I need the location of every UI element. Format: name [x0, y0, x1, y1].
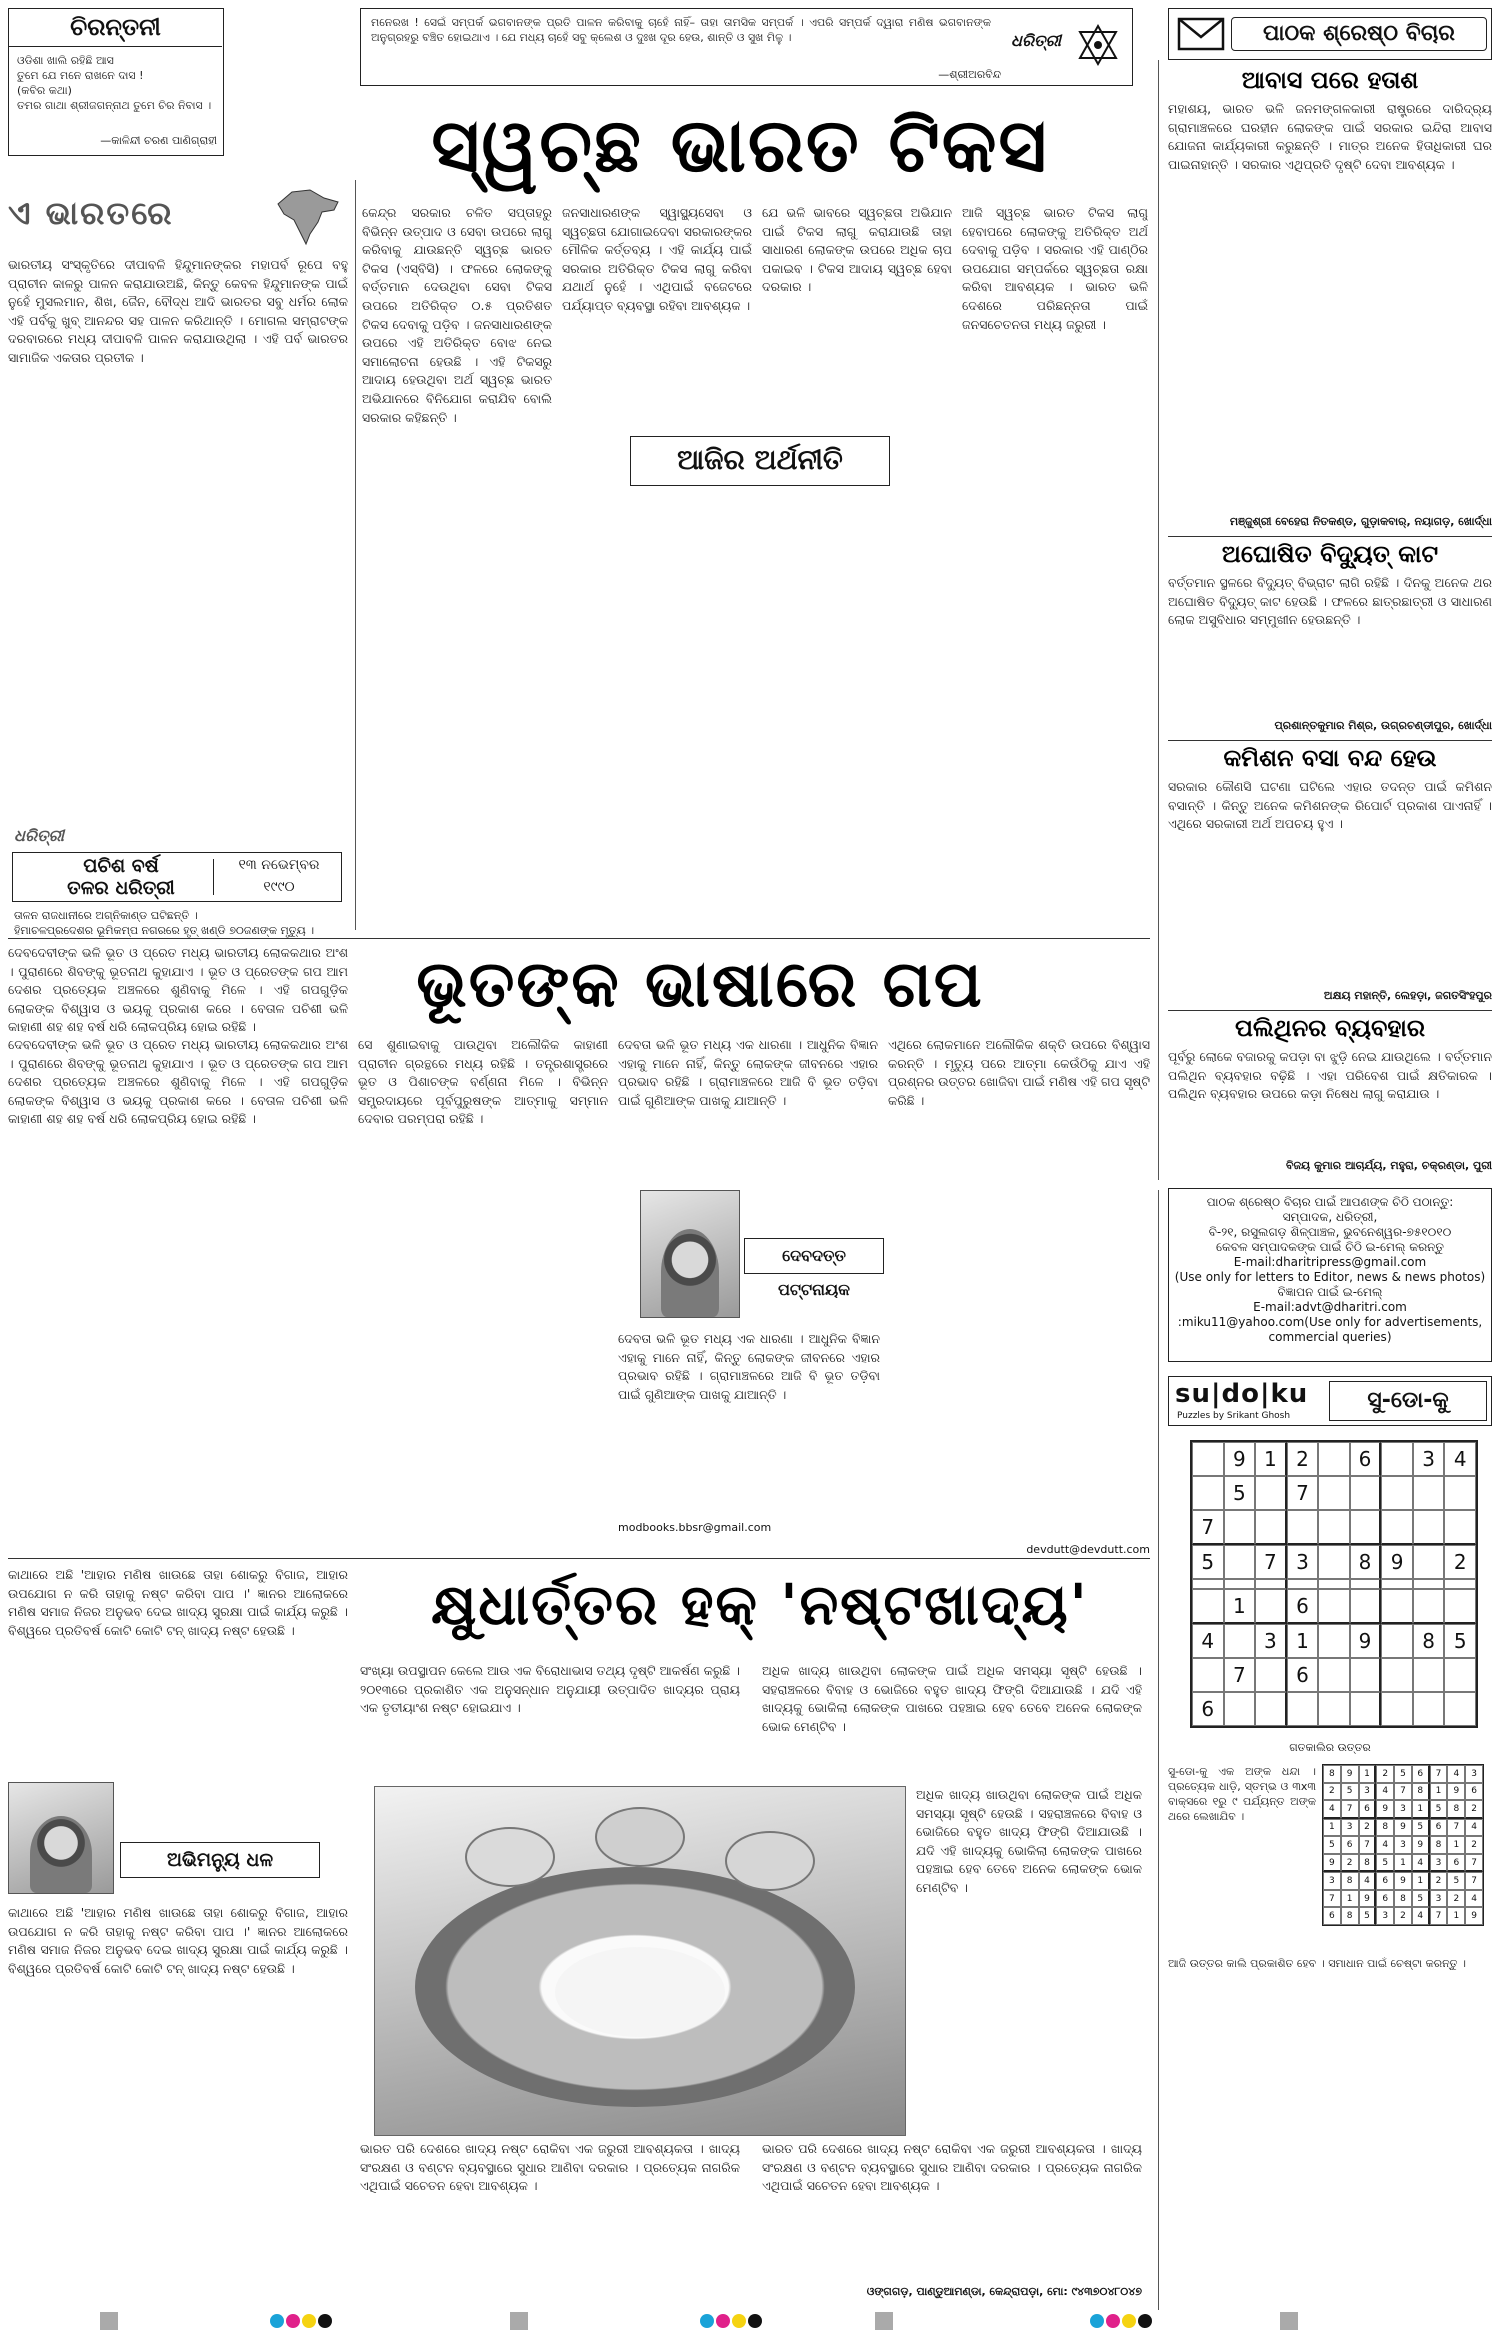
sudoku-cell: 3 [1287, 1545, 1319, 1579]
food-col-2: ସଂଖ୍ୟା ଉପସ୍ଥାପନ କେଲେ ଆଉ ଏକ ବିରୋଧାଭାସ ତଥ୍ୟ ଦୃଷ୍ଟି ଆକର୍ଷଣ କରୁଛି । ୨୦୧୩ରେ ପ୍ରକାଶିତ ଏକ ଅନୁସନ୍ଧାନ ଅନୁଯାୟୀ ଉତ୍ପାଦିତ ଖାଦ୍ୟର ପ୍ରାୟ ଏକ ତୃତୀୟାଂଶ ନଷ୍ଟ ହୋଇଯାଏ । [360, 1663, 740, 1716]
food-col-4: ଭାରତ ପରି ଦେଶରେ ଖାଦ୍ୟ ନଷ୍ଟ ରୋକିବା ଏକ ଜରୁରୀ ଆବଶ୍ୟକତା । ଖାଦ୍ୟ ସଂରକ୍ଷଣ ଓ ବଣ୍ଟନ ବ୍ୟବସ୍ଥାରେ ସୁଧାର ଆଣିବା ଦରକାର । ପ୍ରତ୍ୟେକ ନାଗରିକ ଏଥିପାଇଁ ସଚେତନ ହେବା ଆବଶ୍ୟକ । [360, 2141, 740, 2194]
cyan-registration-dot [1090, 2314, 1104, 2328]
sudoku-cell [1192, 1579, 1224, 1589]
sudoku-answer-cell: 7 [1323, 1890, 1341, 1908]
sudoku-cell [1318, 1589, 1350, 1624]
years-box [12, 852, 342, 902]
sudoku-cell [1444, 1589, 1476, 1624]
sudoku-answer-cell: 2 [1465, 1800, 1483, 1819]
sudoku-cell: 7 [1287, 1476, 1319, 1510]
letter-title-3: କମିଶନ ବସା ବନ୍ଦ ହେଉ [1223, 744, 1437, 772]
sudoku-cell: 5 [1192, 1545, 1224, 1579]
magenta-registration-dot [286, 2314, 300, 2328]
sudoku-cell: 8 [1350, 1545, 1382, 1579]
sudoku-answer-cell: 6 [1465, 1783, 1483, 1801]
sudoku-answer-cell: 4 [1465, 1890, 1483, 1908]
sudoku-cell [1444, 1476, 1476, 1510]
sudoku-cell: 4 [1192, 1624, 1224, 1658]
sudoku-cell [1413, 1589, 1445, 1624]
registration-mark-gray-3 [875, 2312, 893, 2330]
sudoku-cell: 6 [1287, 1658, 1319, 1692]
sudoku-cell [1224, 1545, 1256, 1579]
sudoku-answer-cell: 5 [1412, 1819, 1430, 1837]
sudoku-answer-grid [1322, 1764, 1484, 1926]
sudoku-answer-cell: 9 [1376, 1800, 1394, 1819]
star-emblem-icon [1076, 23, 1120, 67]
sudoku-answer-cell: 7 [1430, 1907, 1448, 1925]
sudoku-cell [1381, 1624, 1413, 1658]
sudoku-grid [1190, 1440, 1478, 1728]
sudoku-footer: ଆଜି ଉତ୍ତର କାଲି ପ୍ରକାଶିତ ହେବ । ସମାଧାନ ପାଇଁ ଚେଷ୍ଟା କରନ୍ତୁ । [1168, 1957, 1466, 1970]
sudoku-answer-cell: 2 [1341, 1854, 1359, 1873]
sudoku-answer-cell: 9 [1394, 1819, 1412, 1837]
years-item-2: ହିମାଚଳପ୍ରଦେଶର ଭୂମିକମ୍ପ ନଗରରେ ହୃତ୍ ଖଣ୍ଡି ୭୦ଜଣଙ୍କ ମୃତ୍ୟୁ । [14, 924, 315, 937]
food-col-1: କାଥାରେ ଅଛି 'ଆହାର ମଣିଷ ଖାଉଛେ ତାହା ଶୋକରୁ ବିଗାଜ, ଆହାର ଉପଯୋଗ ନ କରି ତାହାକୁ ନଷ୍ଟ କରିବା ପାପ ।' ଜ୍ଞାନର ଆଲୋକରେ ମଣିଷ ସମାଜ ନିଜର ଅନୁଭବ ଦେଇ ଖାଦ୍ୟ ସୁରକ୍ଷା ପାଇଁ କାର୍ଯ୍ୟ କରୁଛି । ବିଶ୍ୱରେ ପ୍ରତିବର୍ଷ କୋଟି କୋଟି ଟନ୍ ଖାଦ୍ୟ ନଷ୍ଟ ହେଉଛି । [8, 1567, 348, 1638]
sudoku-answer-cell: 1 [1412, 1872, 1430, 1890]
contact-line-1: ପାଠକ ଶ୍ରେଷ୍ଠ ବିଚାର ପାଇଁ ଆପଣଙ୍କ ଚିଠି ପଠାନ୍ତୁ: [1206, 1195, 1454, 1209]
sudoku-cell [1318, 1692, 1350, 1726]
letter-title-2: ଅଘୋଷିତ ବିଦ୍ୟୁତ୍ କାଟ [1221, 540, 1439, 568]
sudoku-answer-cell: 3 [1341, 1819, 1359, 1837]
sudoku-answer-cell: 7 [1394, 1783, 1412, 1801]
sudoku-cell [1413, 1658, 1445, 1692]
sudoku-answer-cell: 1 [1359, 1765, 1377, 1783]
sudoku-cell [1224, 1579, 1256, 1589]
contact-email-1[interactable]: E-mail:dharitripress@gmail.com [1233, 1255, 1427, 1269]
sudoku-cell [1444, 1510, 1476, 1545]
ghost-col-2: ସେ ଶୁଣାଇବାକୁ ପାଉଥିବା ଅଲୌକିକ କାହାଣୀ ପ୍ରାଚୀନ ଗ୍ରନ୍ଥରେ ମଧ୍ୟ ରହିଛି । ତନ୍ତ୍ରଶାସ୍ତ୍ରରେ ଭୂତ ଓ ପିଶାଚଙ୍କ ବର୍ଣ୍ଣନା ମିଳେ । ବିଭିନ୍ନ ସମ୍ପ୍ରଦାୟରେ ପୂର୍ବପୁରୁଷଙ୍କ ଆତ୍ମାକୁ ସମ୍ମାନ ଦେବାର ପରମ୍ପରା ରହିଛି । [358, 1037, 608, 1127]
author-photo-devdutt [640, 1190, 740, 1318]
sudoku-cell [1255, 1579, 1287, 1589]
ghost-col-3: ଦେବତା ଭଳି ଭୂତ ମଧ୍ୟ ଏକ ଧାରଣା । ଆଧୁନିକ ବିଜ୍ଞାନ ଏହାକୁ ମାନେ ନାହିଁ, କିନ୍ତୁ ଲୋକଙ୍କ ଜୀବନରେ ଏହାର ପ୍ରଭାବ ରହିଛି । ଗ୍ରାମାଞ୍ଚଳରେ ଆଜି ବି ଭୂତ ତଡ଼ିବା ପାଇଁ ଗୁଣିଆଙ୍କ ପାଖକୁ ଯାଆନ୍ତି । [618, 1037, 878, 1108]
sudoku-answer-cell: 7 [1359, 1836, 1377, 1854]
yellow-registration-dot [302, 2314, 316, 2328]
sudoku-answer-cell: 8 [1430, 1836, 1448, 1854]
chirantani-verse: ଓଡିଶା ଖାଲି ରହିଛି ଆସ ତୁମେ ଯେ ମନେ ରାଖନେ ଦାସ ! (କବିର କଥା) ତମର ଗାଥା ଶ୍ରୀଜଗନ୍ନାଥ ତୁମେ ଚିର ନିବାସ । [17, 54, 212, 112]
sudoku-cell [1413, 1692, 1445, 1726]
sudoku-answer-cell: 5 [1430, 1800, 1448, 1819]
sudoku-answer-cell: 7 [1341, 1800, 1359, 1819]
sudoku-answer-cell: 9 [1465, 1907, 1483, 1925]
ebharat-header [8, 188, 348, 246]
sudoku-cell [1381, 1658, 1413, 1692]
yellow-registration-dot [732, 2314, 746, 2328]
sudoku-cell [1350, 1510, 1382, 1545]
sudoku-cell [1318, 1579, 1350, 1589]
letter-text-3: ସରକାର କୌଣସି ଘଟଣା ଘଟିଲେ ଏହାର ତଦନ୍ତ ପାଇଁ କମିଶନ ବସାନ୍ତି । କିନ୍ତୁ ଅନେକ କମିଶନଙ୍କ ରିପୋର୍ଟ ପ୍ରକାଶ ପାଏନାହିଁ । ଏଥିରେ ସରକାରୀ ଅର୍ଥ ଅପଚୟ ହୁଏ । [1168, 779, 1492, 832]
sudoku-answer-cell: 9 [1323, 1854, 1341, 1873]
contact-note-1: (Use only for letters to Editor, news & news photos) [1174, 1270, 1486, 1284]
sudoku-answer-cell: 7 [1447, 1819, 1465, 1837]
author-photo-abhimanyu [8, 1782, 114, 1894]
sudoku-cell [1444, 1579, 1476, 1589]
editorial-col-4: ଆଜି ସ୍ୱଚ୍ଛ ଭାରତ ଟିକସ ଲାଗୁ ହେବାପରେ ଲୋକଙ୍କୁ ଅତିରିକ୍ତ ଅର୍ଥ ଦେବାକୁ ପଡ଼ିବ । ସରକାର ଏହି ପାଣ୍ଠିର ଉପଯୋଗ ସମ୍ପର୍କରେ ସ୍ୱଚ୍ଛତା ରକ୍ଷା କରିବା ଆବଶ୍ୟକ । ଭାରତ ଭଳି ଦେଶରେ ପରିଛନ୍ନତା ପାଇଁ ଜନସଚେତନତା ମଧ୍ୟ ଜରୁରୀ । [962, 205, 1148, 332]
food-photo [374, 1786, 906, 2136]
sudoku-cell [1350, 1476, 1382, 1510]
sudoku-cell [1381, 1476, 1413, 1510]
sudoku-cell: 2 [1444, 1545, 1476, 1579]
black-registration-dot [1138, 2314, 1152, 2328]
sudoku-cell [1192, 1658, 1224, 1692]
sudoku-cell [1287, 1692, 1319, 1726]
contact-line-4: କେବଳ ସମ୍ପାଦକଙ୍କ ପାଇଁ ଚିଠି ଇ-ମେଲ୍ କରନ୍ତୁ [1215, 1240, 1444, 1254]
sudoku-answer-cell: 7 [1465, 1872, 1483, 1890]
sudoku-cell: 3 [1413, 1442, 1445, 1476]
sudoku-logo: su|do|ku [1175, 1379, 1309, 1409]
sudoku-answer-cell: 2 [1359, 1819, 1377, 1837]
cyan-registration-dot [700, 2314, 714, 2328]
sudoku-cell [1318, 1658, 1350, 1692]
sudoku-answer-cell: 2 [1430, 1872, 1448, 1890]
sudoku-answer-cell: 4 [1376, 1783, 1394, 1801]
reader-opinion-title: ପାଠକ ଶ୍ରେଷ୍ଠ ବିଚାର [1231, 17, 1487, 51]
quote-text: ମନେରଖ ! ସେଇଁ ସମ୍ପର୍କ ଭଗବାନଙ୍କ ପ୍ରତି ପାଳନ କରିବାକୁ ଚାହେଁ ନାହିଁ– ତାହା ତାମସିକ ସମ୍ପର୍କ । ଏପରି ସମ୍ପର୍କ ଦ୍ୱାରା ମଣିଷ ଭଗବାନଙ୍କ ଅନୁଗ୍ରହରୁ ବଞ୍ଚିତ ହୋଇଥାଏ । ଯେ ମଧ୍ୟ ଚାହେଁ ସବୁ କ୍ଲେଶ ଓ ଦୁଃଖ ଦୂର ହେଉ, ଶାନ୍ତି ଓ ସୁଖ ମିଳୁ । [371, 16, 991, 44]
food-col-3: ଅଧିକ ଖାଦ୍ୟ ଖାଉଥିବା ଲୋକଙ୍କ ପାଇଁ ଅଧିକ ସମସ୍ୟା ସୃଷ୍ଟି ହେଉଛି । ସହରାଞ୍ଚଳରେ ବିବାହ ଓ ଭୋଜିରେ ବହୁତ ଖାଦ୍ୟ ଫିଙ୍ଗି ଦିଆଯାଉଛି । ଯଦି ଏହି ଖାଦ୍ୟକୁ ଭୋକିଲା ଲୋକଙ୍କ ପାଖରେ ପହଞ୍ଚାଇ ହେବ ତେବେ ଅନେକ ଲୋକଙ୍କ ଭୋକ ମେଣ୍ଟିବ । [762, 1663, 1142, 1734]
sudoku-answer-cell: 8 [1341, 1907, 1359, 1925]
sudoku-cell [1444, 1692, 1476, 1726]
sudoku-answer-cell: 3 [1323, 1872, 1341, 1890]
letter-sign-3: ଅକ୍ଷୟ ମହାନ୍ତି, ଲେହଡ଼ା, ଜଗତସିଂହପୁର [1323, 989, 1492, 1002]
sudoku-answer-cell: 1 [1341, 1890, 1359, 1908]
sudoku-answer-cell: 2 [1394, 1907, 1412, 1925]
sudoku-answer-cell: 1 [1323, 1819, 1341, 1837]
editorial-headline: ସ୍ୱଚ୍ଛ ଭାରତ ଟିକସ [431, 103, 1049, 189]
sudoku-cell: 9 [1224, 1442, 1256, 1476]
yellow-registration-dot [1122, 2314, 1136, 2328]
contact-box [1168, 1188, 1492, 1362]
registration-mark-gray-1 [100, 2312, 118, 2330]
envelope-icon [1177, 17, 1225, 51]
sudoku-cell [1224, 1510, 1256, 1545]
ghost-col-3b: ଦେବତା ଭଳି ଭୂତ ମଧ୍ୟ ଏକ ଧାରଣା । ଆଧୁନିକ ବିଜ୍ଞାନ ଏହାକୁ ମାନେ ନାହିଁ, କିନ୍ତୁ ଲୋକଙ୍କ ଜୀବନରେ ଏହାର ପ୍ରଭାବ ରହିଛି । ଗ୍ରାମାଞ୍ଚଳରେ ଆଜି ବି ଭୂତ ତଡ଼ିବା ପାଇଁ ଗୁଣିଆଙ୍କ ପାଖକୁ ଯାଆନ୍ତି । [618, 1331, 880, 1402]
sudoku-cell: 3 [1255, 1624, 1287, 1658]
sudoku-cell [1413, 1545, 1445, 1579]
letter-text-1: ମହାଶୟ, ଭାରତ ଭଳି ଜନମଙ୍ଗଳକାରୀ ରାଷ୍ଟ୍ରରେ ଦାରିଦ୍ର୍ୟ ଗ୍ରାମାଞ୍ଚଳରେ ଘରହୀନ ଲୋକଙ୍କ ପାଇଁ ସରକାର ଇନ୍ଦିରା ଆବାସ ଯୋଜନା କାର୍ଯ୍ୟକାରୀ କରୁଛନ୍ତି । ମାତ୍ର ଅନେକ ହିତାଧିକାରୀ ଘର ପାଇନାହାନ୍ତି । ସରକାର ଏଥିପ୍ରତି ଦୃଷ୍ଟି ଦେବା ଆବଶ୍ୟକ । [1168, 101, 1492, 172]
food-col-1b: କାଥାରେ ଅଛି 'ଆହାର ମଣିଷ ଖାଉଛେ ତାହା ଶୋକରୁ ବିଗାଜ, ଆହାର ଉପଯୋଗ ନ କରି ତାହାକୁ ନଷ୍ଟ କରିବା ପାପ ।' ଜ୍ଞାନର ଆଲୋକରେ ମଣିଷ ସମାଜ ନିଜର ଅନୁଭବ ଦେଇ ଖାଦ୍ୟ ସୁରକ୍ଷା ପାଇଁ କାର୍ଯ୍ୟ କରୁଛି । ବିଶ୍ୱରେ ପ୍ରତିବର୍ଷ କୋଟି କୋଟି ଟନ୍ ଖାଦ୍ୟ ନଷ୍ଟ ହେଉଛି । [8, 1905, 348, 1976]
magenta-registration-dot [716, 2314, 730, 2328]
sudoku-cell [1255, 1476, 1287, 1510]
sudoku-cell: 1 [1224, 1589, 1256, 1624]
sudoku-cell [1444, 1658, 1476, 1692]
quote-author: —ଶ୍ରୀଅରବିନ୍ଦ [938, 68, 1001, 81]
sudoku-cell: 7 [1255, 1545, 1287, 1579]
sudoku-cell [1255, 1589, 1287, 1624]
registration-mark-gray-2 [510, 2312, 528, 2330]
sudoku-rules: ସୁ-ଡୋ-କୁ ଏକ ଅଙ୍କ ଧନ୍ଦା । ପ୍ରତ୍ୟେକ ଧାଡ଼ି, ସ୍ତମ୍ଭ ଓ ୩x୩ ବାକ୍ସରେ ୧ରୁ ୯ ପର୍ଯ୍ୟନ୍ତ ଅଙ୍କ ଥରେ ଲେଖାଯିବ । [1168, 1765, 1316, 1823]
sudoku-answer-cell: 9 [1412, 1836, 1430, 1854]
sudoku-answer-cell: 8 [1447, 1800, 1465, 1819]
sudoku-cell: 5 [1224, 1476, 1256, 1510]
india-map-icon [272, 188, 344, 246]
sudoku-sub: Puzzles by Srikant Ghosh [1177, 1411, 1291, 1421]
years-date: ୧୩ ନଭେମ୍ବର [238, 857, 320, 873]
letter-sign-4: ବିଜୟ କୁମାର ଆଚାର୍ଯ୍ୟ, ମହୁରା, ଚକ୍ରଣ୍ଡା, ପୁରୀ [1285, 1159, 1492, 1172]
sudoku-cell: 7 [1224, 1658, 1256, 1692]
sudoku-answer-cell: 1 [1412, 1800, 1430, 1819]
sudoku-answer-cell: 5 [1323, 1836, 1341, 1854]
sudoku-cell [1318, 1545, 1350, 1579]
chirantani-author: —କାଳିନ୍ଦୀ ଚରଣ ପାଣିଗ୍ରାହୀ [100, 134, 217, 147]
sudoku-answer-cell: 1 [1447, 1836, 1465, 1854]
sudoku-cell [1255, 1658, 1287, 1692]
sudoku-answer-cell: 6 [1376, 1890, 1394, 1908]
sudoku-cell: 6 [1287, 1589, 1319, 1624]
editorial-inset-box: ଆଜିର ଅର୍ଥନୀତି [630, 436, 890, 486]
sudoku-cell: 7 [1192, 1510, 1224, 1545]
letter-sign-2: ପ୍ରଶାନ୍ତକୁମାର ମିଶ୍ର, ଉଗ୍ରଚଣ୍ଡୀପୁର, ଖୋର୍ଦ୍ଧା [1274, 719, 1492, 732]
sudoku-answer-cell: 6 [1447, 1854, 1465, 1873]
sudoku-cell: 9 [1381, 1545, 1413, 1579]
sudoku-cell [1318, 1442, 1350, 1476]
black-registration-dot [748, 2314, 762, 2328]
sudoku-cell [1287, 1510, 1319, 1545]
ghost-col-4: ଏଥିରେ ଲୋକମାନେ ଅଲୌକିକ ଶକ୍ତି ଉପରେ ବିଶ୍ୱାସ କରନ୍ତି । ମୃତ୍ୟୁ ପରେ ଆତ୍ମା କେଉଁଠିକୁ ଯାଏ ଏହି ପ୍ରଶ୍ନର ଉତ୍ତର ଖୋଜିବା ପାଇଁ ମଣିଷ ଏହି ଗପ ସୃଷ୍ଟି କରିଛି । [888, 1037, 1150, 1108]
quote-box [360, 8, 1133, 86]
sudoku-answer-cell: 4 [1412, 1907, 1430, 1925]
sudoku-answer-cell: 6 [1323, 1907, 1341, 1925]
ghost-col-1b: ଦେବଦେବୀଙ୍କ ଭଳି ଭୂତ ଓ ପ୍ରେତ ମଧ୍ୟ ଭାରତୀୟ ଲୋକକଥାର ଅଂଶ । ପୁରାଣରେ ଶିବଙ୍କୁ ଭୂତନାଥ କୁହାଯାଏ । ଭୂତ ଓ ପ୍ରେତଙ୍କ ଗପ ଆମ ଦେଶର ପ୍ରତ୍ୟେକ ଅଞ୍ଚଳରେ ଶୁଣିବାକୁ ମିଳେ । ଏହି ଗପଗୁଡ଼ିକ ଲୋକଙ୍କ ବିଶ୍ୱାସ ଓ ଭୟକୁ ପ୍ରକାଶ କରେ । ବେତାଳ ପଚିଶୀ ଭଳି କାହାଣୀ ଶହ ଶହ ବର୍ଷ ଧରି ଲୋକପ୍ରିୟ ହୋଇ ରହିଛି । [8, 1037, 348, 1127]
sudoku-cell [1350, 1692, 1382, 1726]
sudoku-cell [1255, 1692, 1287, 1726]
sudoku-cell [1350, 1658, 1382, 1692]
sudoku-odia-title: ସୁ-ଡୋ-କୁ [1329, 1381, 1487, 1421]
dharitri-logo: ଧରିତ୍ରୀ [1011, 31, 1061, 50]
sudoku-answer-cell: 5 [1447, 1872, 1465, 1890]
black-registration-dot [318, 2314, 332, 2328]
sudoku-cell [1381, 1692, 1413, 1726]
sudoku-cell [1318, 1476, 1350, 1510]
years-year: ୧୯୯୦ [263, 879, 295, 895]
dharitri-25-years [8, 826, 348, 936]
sudoku-answer-cell: 5 [1394, 1765, 1412, 1783]
sudoku-cell: 1 [1255, 1442, 1287, 1476]
ghost-col-1: ଦେବଦେବୀଙ୍କ ଭଳି ଭୂତ ଓ ପ୍ରେତ ମଧ୍ୟ ଭାରତୀୟ ଲୋକକଥାର ଅଂଶ । ପୁରାଣରେ ଶିବଙ୍କୁ ଭୂତନାଥ କୁହାଯାଏ । ଭୂତ ଓ ପ୍ରେତଙ୍କ ଗପ ଆମ ଦେଶର ପ୍ରତ୍ୟେକ ଅଞ୍ଚଳରେ ଶୁଣିବାକୁ ମିଳେ । ଏହି ଗପଗୁଡ଼ିକ ଲୋକଙ୍କ ବିଶ୍ୱାସ ଓ ଭୟକୁ ପ୍ରକାଶ କରେ । ବେତାଳ ପଚିଶୀ ଭଳି କାହାଣୀ ଶହ ଶହ ବର୍ଷ ଧରି ଲୋକପ୍ରିୟ ହୋଇ ରହିଛି । [8, 945, 348, 1035]
sudoku-answer-cell: 7 [1430, 1765, 1448, 1783]
sudoku-answer-cell: 2 [1465, 1836, 1483, 1854]
letter-text-4: ପୂର୍ବରୁ ଲୋକେ ବଜାରକୁ କପଡ଼ା ବା ଝୁଡ଼ି ନେଇ ଯାଉଥିଲେ । ବର୍ତ୍ତମାନ ପଲିଥିନ ବ୍ୟବହାର ବଢ଼ିଛି । ଏହା ପରିବେଶ ପାଇଁ କ୍ଷତିକାରକ । ପଲିଥିନ ବ୍ୟବହାର ଉପରେ କଡ଼ା ନିଷେଧ ଲାଗୁ କରାଯାଉ । [1168, 1049, 1492, 1102]
sudoku-answer-cell: 6 [1341, 1836, 1359, 1854]
sudoku-answer-cell: 5 [1359, 1907, 1377, 1925]
sudoku-answer-cell: 2 [1447, 1890, 1465, 1908]
sudoku-answer-cell: 4 [1412, 1854, 1430, 1873]
sudoku-cell: 9 [1350, 1624, 1382, 1658]
sudoku-answer-cell: 8 [1376, 1819, 1394, 1837]
sudoku-answer-cell: 8 [1412, 1783, 1430, 1801]
sudoku-answer-cell: 8 [1394, 1890, 1412, 1908]
sudoku-answer-cell: 5 [1341, 1783, 1359, 1801]
ghost-headline: ଭୂତଙ୍କ ଭାଷାରେ ଗପ [416, 948, 984, 1022]
sudoku-cell [1318, 1510, 1350, 1545]
sudoku-cell [1287, 1579, 1319, 1589]
reader-opinion-header [1168, 8, 1492, 60]
sudoku-cell [1381, 1579, 1413, 1589]
sudoku-answer-cell: 3 [1430, 1854, 1448, 1873]
food-address: ଓଙ୍ଗଗଡ଼, ପାଣ୍ଡୁଆମଣ୍ଡା, କେନ୍ଦ୍ରାପଡ଼ା, ମୋ: ୯୪୩୭୦୪୮୦୪୭ [866, 2285, 1142, 2298]
sudoku-answer-cell: 3 [1394, 1836, 1412, 1854]
ghost-email-1: devdutt@devdutt.com [1026, 1543, 1150, 1556]
years-label-1: ପଚିଶ ବର୍ଷ [83, 855, 159, 877]
chirantani-title: ଚିରନ୍ତନୀ [9, 9, 222, 47]
sudoku-cell: 4 [1444, 1442, 1476, 1476]
registration-mark-gray-4 [1280, 2312, 1298, 2330]
editorial-col-2: ଜନସାଧାରଣଙ୍କ ସ୍ୱାସ୍ଥ୍ୟସେବା ଓ ସ୍ୱଚ୍ଛତା ଯୋଗାଇଦେବା ସରକାରଙ୍କର ମୌଳିକ କର୍ତ୍ତବ୍ୟ । ଏହି କାର୍ଯ୍ୟ ପାଇଁ ସରକାର ଅତିରିକ୍ତ ଟିକସ ଲାଗୁ କରିବା ଯଥାର୍ଥ ନୁହେଁ । ଏଥିପାଇଁ ବଜେଟରେ ପର୍ଯ୍ୟାପ୍ତ ବ୍ୟବସ୍ଥା ରହିବା ଆବଶ୍ୟକ । [562, 205, 752, 313]
sudoku-answer-cell: 9 [1341, 1765, 1359, 1783]
sudoku-cell [1350, 1589, 1382, 1624]
sudoku-answer-cell: 5 [1376, 1854, 1394, 1873]
years-label-2: ତଳର ଧରିତ୍ରୀ [67, 877, 175, 899]
food-headline: କ୍ଷୁଧାର୍ତ୍ତର ହକ୍ 'ନଷ୍ଟଖାଦ୍ୟ' [431, 1573, 1089, 1638]
sudoku-answer-cell: 8 [1323, 1765, 1341, 1783]
sudoku-cell [1413, 1476, 1445, 1510]
years-item-1: ତାଳନ ରାଜଧାନୀରେ ଅଗ୍ନିକାଣ୍ଡ ଘଟିଛନ୍ତି । [14, 909, 198, 922]
sudoku-answer-cell: 2 [1323, 1783, 1341, 1801]
sudoku-answer-cell: 6 [1359, 1800, 1377, 1819]
sudoku-cell [1318, 1624, 1350, 1658]
sudoku-cell [1350, 1579, 1382, 1589]
sudoku-answer-cell: 6 [1376, 1872, 1394, 1890]
sudoku-answer-cell: 1 [1430, 1783, 1448, 1801]
letter-text-2: ବର୍ତ୍ତମାନ ସ୍ଥଳରେ ବିଦ୍ୟୁତ୍ ବିଭ୍ରାଟ ଲାଗି ରହିଛି । ଦିନକୁ ଅନେକ ଥର ଅଘୋଷିତ ବିଦ୍ୟୁତ୍ କାଟ ହେଉଛି । ଫଳରେ ଛାତ୍ରଛାତ୍ରୀ ଓ ସାଧାରଣ ଲୋକ ଅସୁବିଧାର ସମ୍ମୁଖୀନ ହେଉଛନ୍ତି । [1168, 575, 1492, 628]
sudoku-answer-cell: 4 [1376, 1836, 1394, 1854]
sudoku-answer-cell: 5 [1412, 1890, 1430, 1908]
sudoku-answer-cell: 2 [1376, 1765, 1394, 1783]
sudoku-answer-cell: 3 [1430, 1890, 1448, 1908]
cyan-registration-dot [270, 2314, 284, 2328]
sudoku-answer-cell: 6 [1430, 1819, 1448, 1837]
sudoku-cell [1192, 1442, 1224, 1476]
letter-title-4: ପଲିଥିନର ବ୍ୟବହାର [1234, 1014, 1426, 1042]
letter-title-1: ଆବାସ ପରେ ହତାଶ [1241, 66, 1419, 94]
sudoku-cell: 8 [1413, 1624, 1445, 1658]
contact-line-5: ବିଜ୍ଞାପନ ପାଇଁ ଇ-ମେଲ୍ [1277, 1285, 1383, 1299]
sudoku-cell [1381, 1589, 1413, 1624]
sudoku-answer-cell: 4 [1359, 1872, 1377, 1890]
sudoku-cell [1413, 1579, 1445, 1589]
sudoku-answer-cell: 4 [1465, 1819, 1483, 1837]
sudoku-answer-cell: 4 [1323, 1800, 1341, 1819]
magenta-registration-dot [1106, 2314, 1120, 2328]
sudoku-answer-cell: 8 [1341, 1872, 1359, 1890]
sudoku-answer-cell: 8 [1359, 1854, 1377, 1873]
sudoku-answer-cell: 9 [1447, 1783, 1465, 1801]
dharitri-script-logo: ଧରିତ୍ରୀ [14, 826, 64, 845]
sudoku-cell [1255, 1510, 1287, 1545]
sudoku-cell: 6 [1192, 1692, 1224, 1726]
sudoku-answer-cell: 1 [1394, 1854, 1412, 1873]
contact-email-2[interactable]: E-mail:advt@dharitri.com [1253, 1300, 1407, 1314]
sudoku-cell: 2 [1287, 1442, 1319, 1476]
sudoku-answer-cell: 3 [1359, 1783, 1377, 1801]
editorial-col-3: ଯେ ଭଳି ଭାବରେ ସ୍ୱଚ୍ଛତା ଅଭିଯାନ ପାଇଁ ଟିକସ ଲାଗୁ କରାଯାଉଛି ତାହା ସାଧାରଣ ଲୋକଙ୍କ ଉପରେ ଅଧିକ ଚାପ ପକାଇବ । ଟିକସ ଆଦାୟ ସ୍ୱଚ୍ଛ ହେବା ଦରକାର । [762, 205, 952, 295]
sudoku-cell: 1 [1287, 1624, 1319, 1658]
sudoku-answer-cell: 6 [1412, 1765, 1430, 1783]
sudoku-cell: 5 [1444, 1624, 1476, 1658]
sudoku-cell [1192, 1589, 1224, 1624]
sudoku-answer-cell: 1 [1447, 1907, 1465, 1925]
ebharat-title: ଏ ଭାରତରେ [8, 194, 174, 232]
sudoku-answer-cell: 3 [1465, 1765, 1483, 1783]
ebharat-text [8, 256, 348, 834]
contact-email-3[interactable]: :miku11@yahoo.com(Use only for advertisements, commercial queries) [1177, 1315, 1483, 1344]
sudoku-cell: 6 [1350, 1442, 1382, 1476]
sudoku-cell [1192, 1476, 1224, 1510]
contact-line-2: ସମ୍ପାଦକ, ଧରିତ୍ରୀ, [1282, 1210, 1378, 1224]
sudoku-header [1168, 1376, 1492, 1426]
food-col-3b: ଅଧିକ ଖାଦ୍ୟ ଖାଉଥିବା ଲୋକଙ୍କ ପାଇଁ ଅଧିକ ସମସ୍ୟା ସୃଷ୍ଟି ହେଉଛି । ସହରାଞ୍ଚଳରେ ବିବାହ ଓ ଭୋଜିରେ ବହୁତ ଖାଦ୍ୟ ଫିଙ୍ଗି ଦିଆଯାଉଛି । ଯଦି ଏହି ଖାଦ୍ୟକୁ ଭୋକିଲା ଲୋକଙ୍କ ପାଖରେ ପହଞ୍ଚାଇ ହେବ ତେବେ ଅନେକ ଲୋକଙ୍କ ଭୋକ ମେଣ୍ଟିବ । [916, 1787, 1142, 1895]
sudoku-answer-cell: 3 [1376, 1907, 1394, 1925]
sudoku-answer-cell: 4 [1447, 1765, 1465, 1783]
sudoku-caption: ଗତକାଲିର ଉତ୍ତର [1289, 1741, 1371, 1754]
food-col-4b: ଭାରତ ପରି ଦେଶରେ ଖାଦ୍ୟ ନଷ୍ଟ ରୋକିବା ଏକ ଜରୁରୀ ଆବଶ୍ୟକତା । ଖାଦ୍ୟ ସଂରକ୍ଷଣ ଓ ବଣ୍ଟନ ବ୍ୟବସ୍ଥାରେ ସୁଧାର ଆଣିବା ଦରକାର । ପ୍ରତ୍ୟେକ ନାଗରିକ ଏଥିପାଇଁ ସଚେତନ ହେବା ଆବଶ୍ୟକ । [762, 2141, 1142, 2194]
sudoku-answer-cell: 9 [1394, 1872, 1412, 1890]
sudoku-cell [1224, 1692, 1256, 1726]
letter-sign-1: ମଞ୍ଜୁଶ୍ରୀ ବେହେରା ନିତକଣ୍ଡ, ଗୁଡ଼ାକବାର୍, ନୟାଗଡ଼, ଖୋର୍ଦ୍ଧା [1229, 515, 1492, 528]
ghost-email-2: modbooks.bbsr@gmail.com [618, 1521, 772, 1534]
contact-line-3: ବି-୨୧, ରସୁଲଗଡ଼ ଶିଳ୍ପାଞ୍ଚଳ, ଭୁବନେଶ୍ୱର-୭୫୧୦୧୦ [1208, 1225, 1452, 1239]
chirantani-box [8, 8, 224, 156]
sudoku-cell [1381, 1442, 1413, 1476]
food-author: ଅଭିମନ୍ୟୁ ଧଳ [120, 1842, 320, 1878]
sudoku-cell [1413, 1510, 1445, 1545]
ghost-author: ଦେବଦତ୍ତ ପଟ୍ଟନାୟକ [744, 1238, 884, 1274]
sudoku-cell [1381, 1510, 1413, 1545]
sudoku-answer-cell: 3 [1394, 1800, 1412, 1819]
ebharat-body: ଭାରତୀୟ ସଂସ୍କୃତିରେ ଦୀପାବଳି ହିନ୍ଦୁମାନଙ୍କର ମହାପର୍ବ ରୂପେ ବହୁ ପ୍ରାଚୀନ କାଳରୁ ପାଳନ କରାଯାଉଅଛି, କିନ୍ତୁ କେବଳ ହିନ୍ଦୁମାନଙ୍କ ପାଇଁ ନୁହେଁ ମୁସଲମାନ, ଶିଖ, ଜୈନ, ବୌଦ୍ଧ ଆଦି ଭାରତର ସବୁ ଧର୍ମର ଲୋକ ଏହି ପର୍ବକୁ ଖୁବ୍ ଆନନ୍ଦର ସହ ପାଳନ କରିଥାନ୍ତି । ମୋଗଲ ସମ୍ରାଟଙ୍କ ଦରବାରରେ ମଧ୍ୟ ଦୀପାବଳି ପାଳନ କରାଯାଉଥିଲା । ଏହି ପର୍ବ ଭାରତର ସାମାଜିକ ଏକତାର ପ୍ରତୀକ । [8, 257, 348, 365]
editorial-col-1: କେନ୍ଦ୍ର ସରକାର ଚଳିତ ସପ୍ତାହରୁ ବିଭିନ୍ନ ଉତ୍ପାଦ ଓ ସେବା ଉପରେ ଲାଗୁ କରିବାକୁ ଯାଉଛନ୍ତି ସ୍ୱଚ୍ଛ ଭାରତ ଟିକସ (ଏସ୍‌ବିସି) । ଫଳରେ ଲୋକଙ୍କୁ ବର୍ତ୍ତମାନ ଦେଉଥିବା ସେବା ଟିକସ ଉପରେ ଅତିରିକ୍ତ ୦.୫ ପ୍ରତିଶତ ଟିକସ ଦେବାକୁ ପଡ଼ିବ । ଜନସାଧାରଣଙ୍କ ଉପରେ ଏହି ଅତିରିକ୍ତ ବୋଝ ନେଇ ସମାଲୋଚନା ହେଉଛି । ଏହି ଟିକସରୁ ଆଦାୟ ହେଉଥିବା ଅର୍ଥ ସ୍ୱଚ୍ଛ ଭାରତ ଅଭିଯାନରେ ବିନିଯୋଗ କରାଯିବ ବୋଲି ସରକାର କହିଛନ୍ତି । [362, 205, 552, 425]
sudoku-answer-cell: 7 [1465, 1854, 1483, 1873]
sudoku-cell [1224, 1624, 1256, 1658]
sudoku-answer-cell: 9 [1359, 1890, 1377, 1908]
